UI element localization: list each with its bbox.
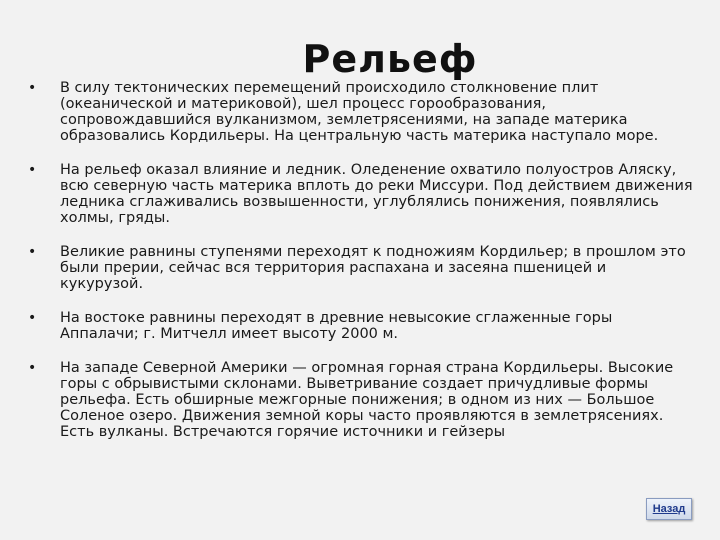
bullet-text: На востоке равнины переходят в древние невысокие сглаженные горы Аппалачи; г. Митчелл имеет высоту 2000 м. — [60, 310, 613, 342]
list-item — [28, 162, 693, 226]
bullet-icon: • — [28, 360, 37, 376]
bullet-text: На рельеф оказал влияние и ледник. Оледенение охватило полуостров Аляску, всю северную часть материка вплоть до реки Миссури. Под действием движения ледника сглаживались возвышенности, углублялись понижения, появлялись холмы, гряды. — [60, 162, 693, 226]
bullet-text: В силу тектонических перемещений происходило столкновение плит (океанической и материковой), шел процесс горообразования, сопровождавшийся вулканизмом, землетрясениями, на западе материка образовались Кордильеры. На центральную часть материка наступало море. — [60, 80, 659, 144]
bullet-text: Великие равнины ступенями переходят к подножиям Кордильер; в прошлом это были прерии, сейчас вся территория распахана и засеяна пшеницей и кукурузой. — [60, 244, 686, 292]
bullet-list — [28, 80, 693, 458]
bullet-icon: • — [28, 80, 37, 96]
back-button[interactable]: Назад — [646, 498, 692, 520]
bullet-icon: • — [28, 244, 37, 260]
bullet-icon: • — [28, 162, 37, 178]
bullet-icon: • — [28, 310, 37, 326]
bullet-text: На западе Северной Америки — огромная горная страна Кордильеры. Высокие горы с обрывистыми склонами. Выветривание создает причудливые формы рельефа. Есть обширные межгорные понижения; в одном из них — Большое Соленое озеро. Движения земной коры часто проявляются в землетрясениях. Есть вулканы. Встречаются горячие источники и гейзеры — [60, 360, 674, 440]
list-item — [28, 244, 693, 292]
slide-title: Рельеф — [302, 37, 478, 81]
list-item — [28, 310, 693, 342]
list-item — [28, 80, 693, 144]
list-item — [28, 360, 693, 440]
